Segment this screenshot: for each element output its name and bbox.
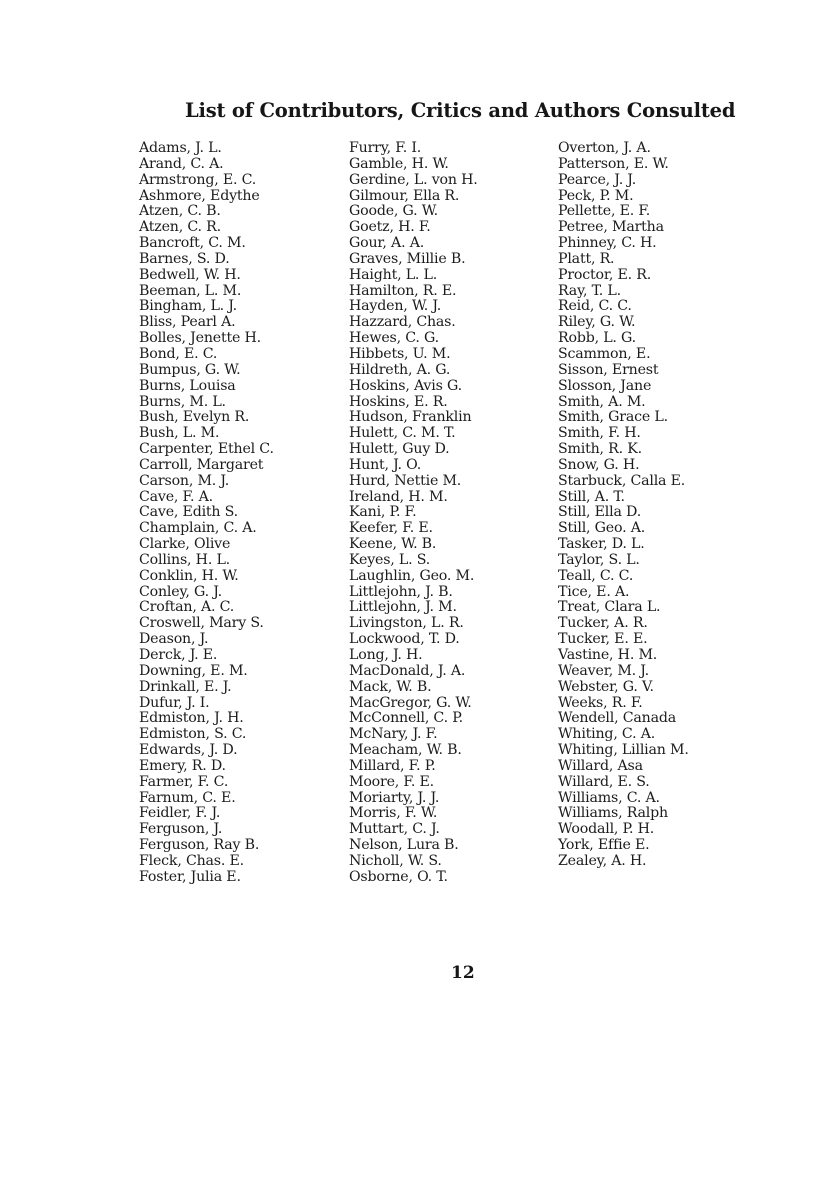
contributor-entry: Graves, Millie B. [349, 250, 466, 267]
contributor-entry: Starbuck, Calla E. [558, 472, 686, 489]
contributor-entry: Osborne, O. T. [349, 868, 448, 885]
contributor-entry: Drinkall, E. J. [139, 678, 232, 695]
contributor-entry: Bliss, Pearl A. [139, 314, 236, 331]
contributor-entry: Cave, Edith S. [139, 504, 238, 521]
contributor-entry: Croswell, Mary S. [139, 615, 264, 632]
contributor-entry: Patterson, E. W. [558, 155, 669, 172]
contributor-entry: MacGregor, G. W. [349, 694, 472, 711]
contributor-entry: McNary, J. F. [349, 726, 438, 743]
contributor-entry: Cave, F. A. [139, 488, 213, 505]
contributor-entry: Foster, Julia E. [139, 868, 241, 885]
contributor-entry: Carson, M. J. [139, 472, 230, 489]
contributor-entry: Arand, C. A. [139, 155, 224, 172]
contributor-entry: Bancroft, C. M. [139, 235, 246, 252]
contributor-entry: Burns, Louisa [139, 377, 236, 394]
contributor-entry: Edmiston, J. H. [139, 710, 244, 727]
contributor-entry: Nelson, Lura B. [349, 837, 459, 854]
contributor-entry: Moore, F. E. [349, 773, 434, 790]
contributor-entry: Bond, E. C. [139, 345, 218, 362]
contributor-entry: Deason, J. [139, 631, 209, 648]
contributor-entry: Ferguson, J. [139, 821, 223, 838]
contributor-entry: Ashmore, Edythe [139, 187, 260, 204]
contributor-entry: Adams, J. L. [139, 140, 222, 156]
contributor-entry: Littlejohn, J. M. [349, 599, 457, 616]
contributor-entry: Smith, R. K. [558, 441, 642, 458]
contributor-entry: Bolles, Jenette H. [139, 330, 261, 347]
contributor-entry: Burns, M. L. [139, 393, 226, 410]
contributor-entry: Carpenter, Ethel C. [139, 441, 274, 458]
contributor-entry: Barnes, S. D. [139, 250, 230, 267]
contributor-entry: Nicholl, W. S. [349, 852, 442, 869]
contributor-entry: Ferguson, Ray B. [139, 837, 260, 854]
contributor-entry: Wendell, Canada [558, 710, 676, 727]
contributor-entry: Vastine, H. M. [558, 647, 658, 663]
contributor-entry: Conley, G. J. [139, 583, 222, 600]
contributor-entry: Smith, F. H. [558, 425, 641, 442]
contributor-entry: McConnell, C. P. [349, 710, 463, 727]
contributor-entry: Muttart, C. J. [349, 821, 440, 838]
contributor-entry: Laughlin, Geo. M. [349, 567, 475, 584]
page-title: List of Contributors, Critics and Authors Consulted [185, 99, 736, 122]
contributor-entry: Keene, W. B. [349, 536, 437, 553]
contributor-entry: Riley, G. W. [558, 314, 636, 331]
contributor-entry: Millard, F. P. [349, 757, 436, 774]
contributor-entry: Farnum, C. E. [139, 789, 236, 806]
contributor-entry: Williams, C. A. [558, 789, 660, 806]
contributor-entry: Farmer, F. C. [139, 773, 229, 790]
contributor-entry: Teall, C. C. [558, 567, 634, 584]
contributor-entry: Zealey, A. H. [558, 852, 647, 869]
contributor-entry: Goetz, H. F. [349, 219, 431, 236]
contributor-entry: Gamble, H. W. [349, 155, 449, 172]
contributor-entry: Sisson, Ernest [558, 361, 659, 378]
contributor-entry: Woodall, P. H. [558, 821, 655, 838]
contributor-entry: Lockwood, T. D. [349, 631, 460, 648]
contributor-entry: Hoskins, Avis G. [349, 377, 462, 394]
contributor-entry: Weeks, R. F. [558, 694, 643, 711]
contributor-entry: Proctor, E. R. [558, 266, 652, 283]
contributor-entry: Collins, H. L. [139, 551, 230, 568]
contributor-entry: Derck, J. E. [139, 647, 218, 663]
contributor-entry: Peck, P. M. [558, 187, 634, 204]
contributor-entry: Bush, L. M. [139, 425, 220, 442]
contributor-entry: Mack, W. B. [349, 678, 432, 695]
contributor-entry: Champlain, C. A. [139, 520, 257, 537]
contributor-entry: Williams, Ralph [558, 805, 668, 822]
contributor-list-column-1 [139, 141, 274, 886]
contributor-entry: Bedwell, W. H. [139, 266, 241, 283]
contributor-entry: Still, Geo. A. [558, 520, 646, 537]
contributor-entry: Bumpus, G. W. [139, 361, 241, 378]
contributor-entry: Whiting, Lillian M. [558, 742, 689, 759]
contributor-entry: Atzen, C. R. [139, 219, 221, 236]
contributor-entry: Gerdine, L. von H. [349, 171, 478, 188]
contributor-entry: Hulett, Guy D. [349, 441, 450, 458]
contributor-entry: Slosson, Jane [558, 377, 652, 394]
contributor-entry: Ireland, H. M. [349, 488, 448, 505]
contributor-entry: Furry, F. I. [349, 140, 422, 156]
contributor-entry: Whiting, C. A. [558, 726, 656, 743]
contributor-entry: Downing, E. M. [139, 662, 248, 679]
contributor-entry: Hulett, C. M. T. [349, 425, 456, 442]
contributor-entry: Bingham, L. J. [139, 298, 237, 315]
contributor-entry: Hurd, Nettie M. [349, 472, 462, 489]
contributor-entry: Goode, G. W. [349, 203, 438, 220]
contributor-entry: Carroll, Margaret [139, 456, 264, 473]
contributor-entry: Robb, L. G. [558, 330, 636, 347]
contributor-entry: Bush, Evelyn R. [139, 409, 250, 426]
contributor-entry: Tasker, D. L. [558, 536, 645, 553]
contributor-entry: Ray, T. L. [558, 282, 621, 299]
contributor-entry: Snow, G. H. [558, 456, 640, 473]
contributor-entry: Littlejohn, J. B. [349, 583, 453, 600]
contributor-entry: Tice, E. A. [558, 583, 630, 600]
contributor-entry: Beeman, L. M. [139, 282, 242, 299]
contributor-entry: Pearce, J. J. [558, 171, 637, 188]
contributor-entry: Platt, R. [558, 250, 615, 267]
contributor-entry: Overton, J. A. [558, 140, 651, 156]
contributor-entry: Taylor, S. L. [558, 551, 640, 568]
contributor-entry: Gour, A. A. [349, 235, 425, 252]
contributor-entry: Still, Ella D. [558, 504, 642, 521]
contributor-entry: Scammon, E. [558, 345, 651, 362]
contributor-entry: Fleck, Chas. E. [139, 852, 244, 869]
contributor-entry: Petree, Martha [558, 219, 664, 236]
contributor-entry: Hayden, W. J. [349, 298, 442, 315]
contributor-entry: MacDonald, J. A. [349, 662, 466, 679]
contributor-entry: Treat, Clara L. [558, 599, 661, 616]
contributor-entry: Tucker, A. R. [558, 615, 648, 632]
page-number: 12 [451, 963, 475, 983]
contributor-entry: Clarke, Olive [139, 536, 231, 553]
contributor-entry: Meacham, W. B. [349, 742, 462, 759]
contributor-entry: Hewes, C. G. [349, 330, 439, 347]
contributor-entry: Hudson, Franklin [349, 409, 472, 426]
contributor-entry: Keyes, L. S. [349, 551, 431, 568]
contributor-entry: Kani, P. F. [349, 504, 417, 521]
contributor-entry: Reid, C. C. [558, 298, 632, 315]
contributor-entry: Hamilton, R. E. [349, 282, 457, 299]
contributor-entry: Hunt, J. O. [349, 456, 422, 473]
contributor-list-column-3 [558, 141, 689, 870]
contributor-entry: Smith, Grace L. [558, 409, 668, 426]
contributor-list-column-2 [349, 141, 478, 886]
contributor-entry: Smith, A. M. [558, 393, 646, 410]
contributor-entry: Hibbets, U. M. [349, 345, 451, 362]
contributor-entry: Phinney, C. H. [558, 235, 657, 252]
contributor-entry: Emery, R. D. [139, 757, 226, 774]
contributor-entry: Hoskins, E. R. [349, 393, 448, 410]
contributor-entry: Hazzard, Chas. [349, 314, 456, 331]
contributor-entry: Edmiston, S. C. [139, 726, 247, 743]
contributor-entry: Gilmour, Ella R. [349, 187, 460, 204]
contributor-entry: Keefer, F. E. [349, 520, 433, 537]
contributor-entry: Willard, E. S. [558, 773, 650, 790]
contributor-entry: Edwards, J. D. [139, 742, 238, 759]
contributor-entry: Weaver, M. J. [558, 662, 649, 679]
contributor-entry: Conklin, H. W. [139, 567, 239, 584]
contributor-entry: Tucker, E. E. [558, 631, 648, 648]
contributor-entry: Dufur, J. I. [139, 694, 210, 711]
contributor-entry: Haight, L. L. [349, 266, 438, 283]
contributor-entry: York, Effie E. [558, 837, 650, 854]
contributor-entry: Atzen, C. B. [139, 203, 221, 220]
contributor-entry: Moriarty, J. J. [349, 789, 440, 806]
contributor-entry: Still, A. T. [558, 488, 625, 505]
contributor-entry: Hildreth, A. G. [349, 361, 451, 378]
contributor-entry: Armstrong, E. C. [139, 171, 257, 188]
contributor-entry: Morris, F. W. [349, 805, 438, 822]
contributor-entry: Feidler, F. J. [139, 805, 221, 822]
contributor-entry: Croftan, A. C. [139, 599, 235, 616]
contributor-entry: Livingston, L. R. [349, 615, 464, 632]
contributor-entry: Long, J. H. [349, 647, 423, 663]
contributor-entry: Webster, G. V. [558, 678, 654, 695]
contributor-entry: Pellette, E. F. [558, 203, 651, 220]
contributor-entry: Willard, Asa [558, 757, 643, 774]
